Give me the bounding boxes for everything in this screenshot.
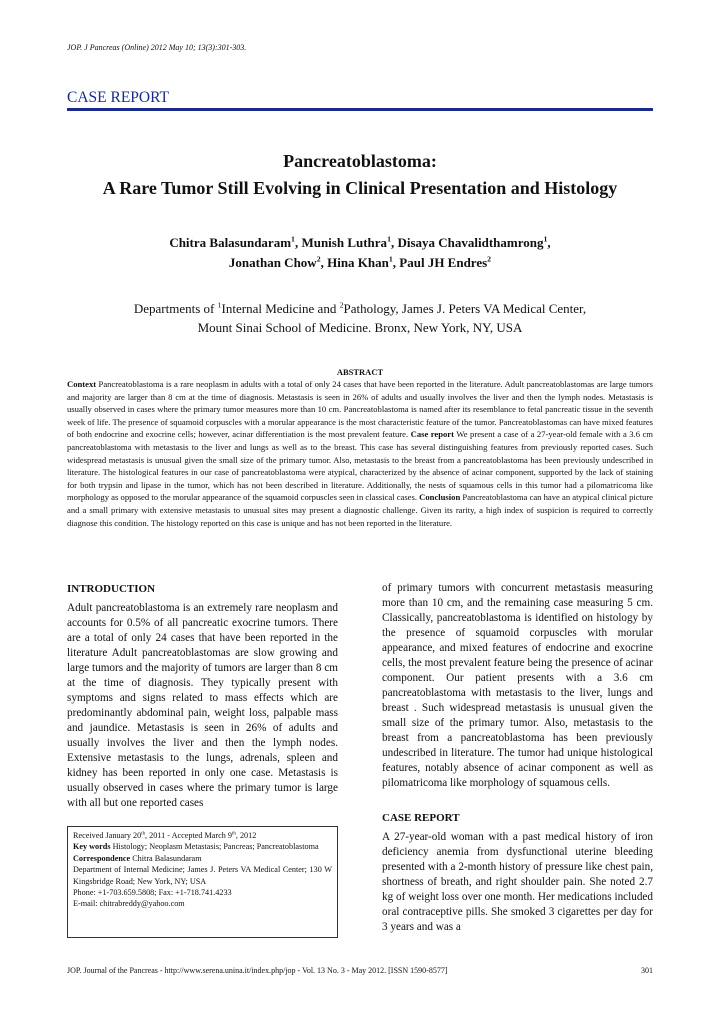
affiliations <box>40 299 680 337</box>
accepted-date: , 2011 - Accepted March 9 <box>145 831 233 840</box>
abstract-label-context: Context <box>67 379 97 389</box>
author: , Disaya Chavalidthamrong <box>390 235 544 250</box>
affil-sup: 2 <box>316 254 321 264</box>
affil-sup: 1 <box>388 254 393 264</box>
date-sup: th <box>232 831 236 837</box>
case-report-text: A 27-year-old woman with a past medical history of iron deficiency anemia from dysfunctional uterine bleeding presented with a 2-month history of pressure like chest pain, shortness of breath, and right shoulder pain. She noted 2.7 kg of weight loss over one month. Her medications included oral contraceptive pills. She smoked 3 cigarettes per day for 3 years and was a <box>382 831 653 933</box>
affil-sup: 1 <box>387 234 391 244</box>
date-sup: th <box>141 831 146 837</box>
correspondence-label: Correspondence <box>73 853 131 863</box>
abstract-label-case: Case report <box>410 429 454 440</box>
correspondence-name: Chitra Balasundaram <box>130 853 202 863</box>
author: , Munish Luthra <box>294 235 388 250</box>
affil-text: Internal Medicine and <box>221 301 340 316</box>
affil-text: Pathology, James J. Peters VA Medical Center, <box>343 301 587 316</box>
section-heading: CASE REPORT <box>67 89 169 106</box>
article-title-line1: Pancreatoblastoma: <box>283 151 437 171</box>
right-column-text: of primary tumors with concurrent metastasis measuring more than 10 cm, and the remaining case measuring 5 cm. Classically, pancreatoblastoma is identified on histology by the presence of squamoid corpuscles with morular appearance, and mixed features of endocrine and exocrine cells, the most prevalent feature being the presence of acinar component. Our patient presents with a 3.6 cm pancreatoblastoma with metastasis to the liver, lungs and breast . Such widespread metastasis is unusual given the small size of the primary tumor. Also, metastasis to the breast from a pancreatoblastoma has been previously undescribed in literature. The tumor had unique histological features, notably absence of acinar component as well as pilomatricoma like morphology of squamous cells. <box>382 582 653 789</box>
affil-sup: 1 <box>291 234 295 244</box>
author-list <box>40 233 680 273</box>
author: Jonathan Chow <box>228 255 317 270</box>
correspondence-phone: Phone: +1-703.659.5808; Fax: +1-718.741.4233 <box>73 888 232 898</box>
page-footer: JOP. Journal of the Pancreas - http://www.serena.unina.it/index.php/jop - Vol. 13 No. 3 - May 2012. [ISSN 1590-8577] <box>67 966 448 975</box>
affil-sup: 2 <box>339 300 344 310</box>
intro-text: Adult pancreatoblastoma is an extremely rare neoplasm and accounts for 0.5% of all pancreatic exocrine tumors. There are a total of only 24 cases that have been reported in the literature Adult pancreatoblastomas are slow growing and large tumors and the majority of tumors are larger than 8 cm at the time of diagnosis. They typically present with symptoms and signs related to mass effects which are predominantly abdominal pain, weight loss, palpable mass and jaundice. Metastasis is seen in 26% of adults and usually involves the liver and then the lymph nodes. Extensive metastasis to the lungs, adrenals, spleen and kidney has been reported in only one case. Metastasis is usually observed in cases where the primary tumor is large with all but one reported cases <box>67 602 338 809</box>
correspondence-address: Department of Internal Medicine; James J. Peters VA Medical Center; 130 W Kingsbridge Road; New York, NY; USA <box>73 865 332 886</box>
affil-sup: 1 <box>217 300 222 310</box>
abstract-conclusion: Pancreatoblastoma can have an atypical clinical picture and a small primary with extensive metastasis to unusual sites may present a diagnostic challenge. Given its rarity, a high index of suspicion is required to correctly diagnose this condition. The histology reported on this case is unique and has not been reported in the literature. <box>67 492 653 528</box>
affil-sup: 2 <box>487 254 492 264</box>
affil-text: Mount Sinai School of Medicine. Bronx, New York, NY, USA <box>197 320 523 335</box>
journal-reference: JOP. J Pancreas (Online) 2012 May 10; 13(3):301-303. <box>67 43 247 52</box>
year: , 2012 <box>235 831 257 840</box>
abstract-case: We present a case of a 27-year-old female with a 3.6 cm pancreatoblastoma with metastasis to the liver and lungs as well as to the breast. This case has several distinguishing features from previously reported cases. Such widespread metastasis is unusual given the small size of the primary tumor. Also, metastasis to the breast from a pancreatoblastoma has been previously undescribed in literature. The histological features in our case of pancreatoblastoma were atypical, characterized by the absence of acinar component, supported by the lack of staining for both trypsin and lipase in the tumor, which has not been described in literature. Additionally, the nests of squamous cells in this tumor had a pilomatricoma like morphology as opposed to the morular appearance of the squamoid corpuscles seen in classical cases. <box>67 429 653 503</box>
case-report-heading: CASE REPORT <box>382 812 460 824</box>
received-date: Received January 20 <box>73 831 142 840</box>
header-rule <box>67 108 653 111</box>
comma: , <box>547 235 551 250</box>
affil-sup: 1 <box>543 234 548 244</box>
keywords-label: Key words <box>73 842 111 852</box>
abstract-label-conclusion: Conclusion <box>419 492 461 503</box>
affil-text: Departments of <box>133 301 218 316</box>
correspondence-email: E-mail: chitrabreddy@yahoo.com <box>73 899 185 909</box>
keywords: Histology; Neoplasm Metastasis; Pancreas; Pancreatoblastoma <box>110 842 319 852</box>
author: , Hina Khan <box>320 255 389 270</box>
abstract-heading: ABSTRACT <box>336 367 384 377</box>
intro-heading: INTRODUCTION <box>67 583 156 595</box>
article-info-box <box>67 826 338 938</box>
abstract-context: Pancreatoblastoma is a rare neoplasm in adults with a total of only 24 cases that have been reported in the literature. Adult pancreatoblastomas are large tumors and majority are larger than 8 cm at the time of diagnosis. Metastasis is seen in 26% of adults and usually involves the liver and then the lymph nodes. Metastasis is usually observed in cases where the primary tumor measures more than 10 cm. Pancreatoblastoma is named after its resemblance to fetal pancreatic tissue in the seventh week of life. The presence of squamoid corpuscles with a morular appearance is the most characteristic feature of the tumor. Pancreatoblastomas can have mixed features of both endocrine and exocrine cells; however, acinar differentiation is the most prevalent feature. <box>67 379 653 440</box>
page-number: 301 <box>641 966 653 975</box>
author: , Paul JH Endres <box>392 255 488 270</box>
article-title-line2: A Rare Tumor Still Evolving in Clinical Presentation and Histology <box>102 178 618 198</box>
author: Chitra Balasundaram <box>169 235 292 250</box>
abstract-body <box>67 378 653 529</box>
